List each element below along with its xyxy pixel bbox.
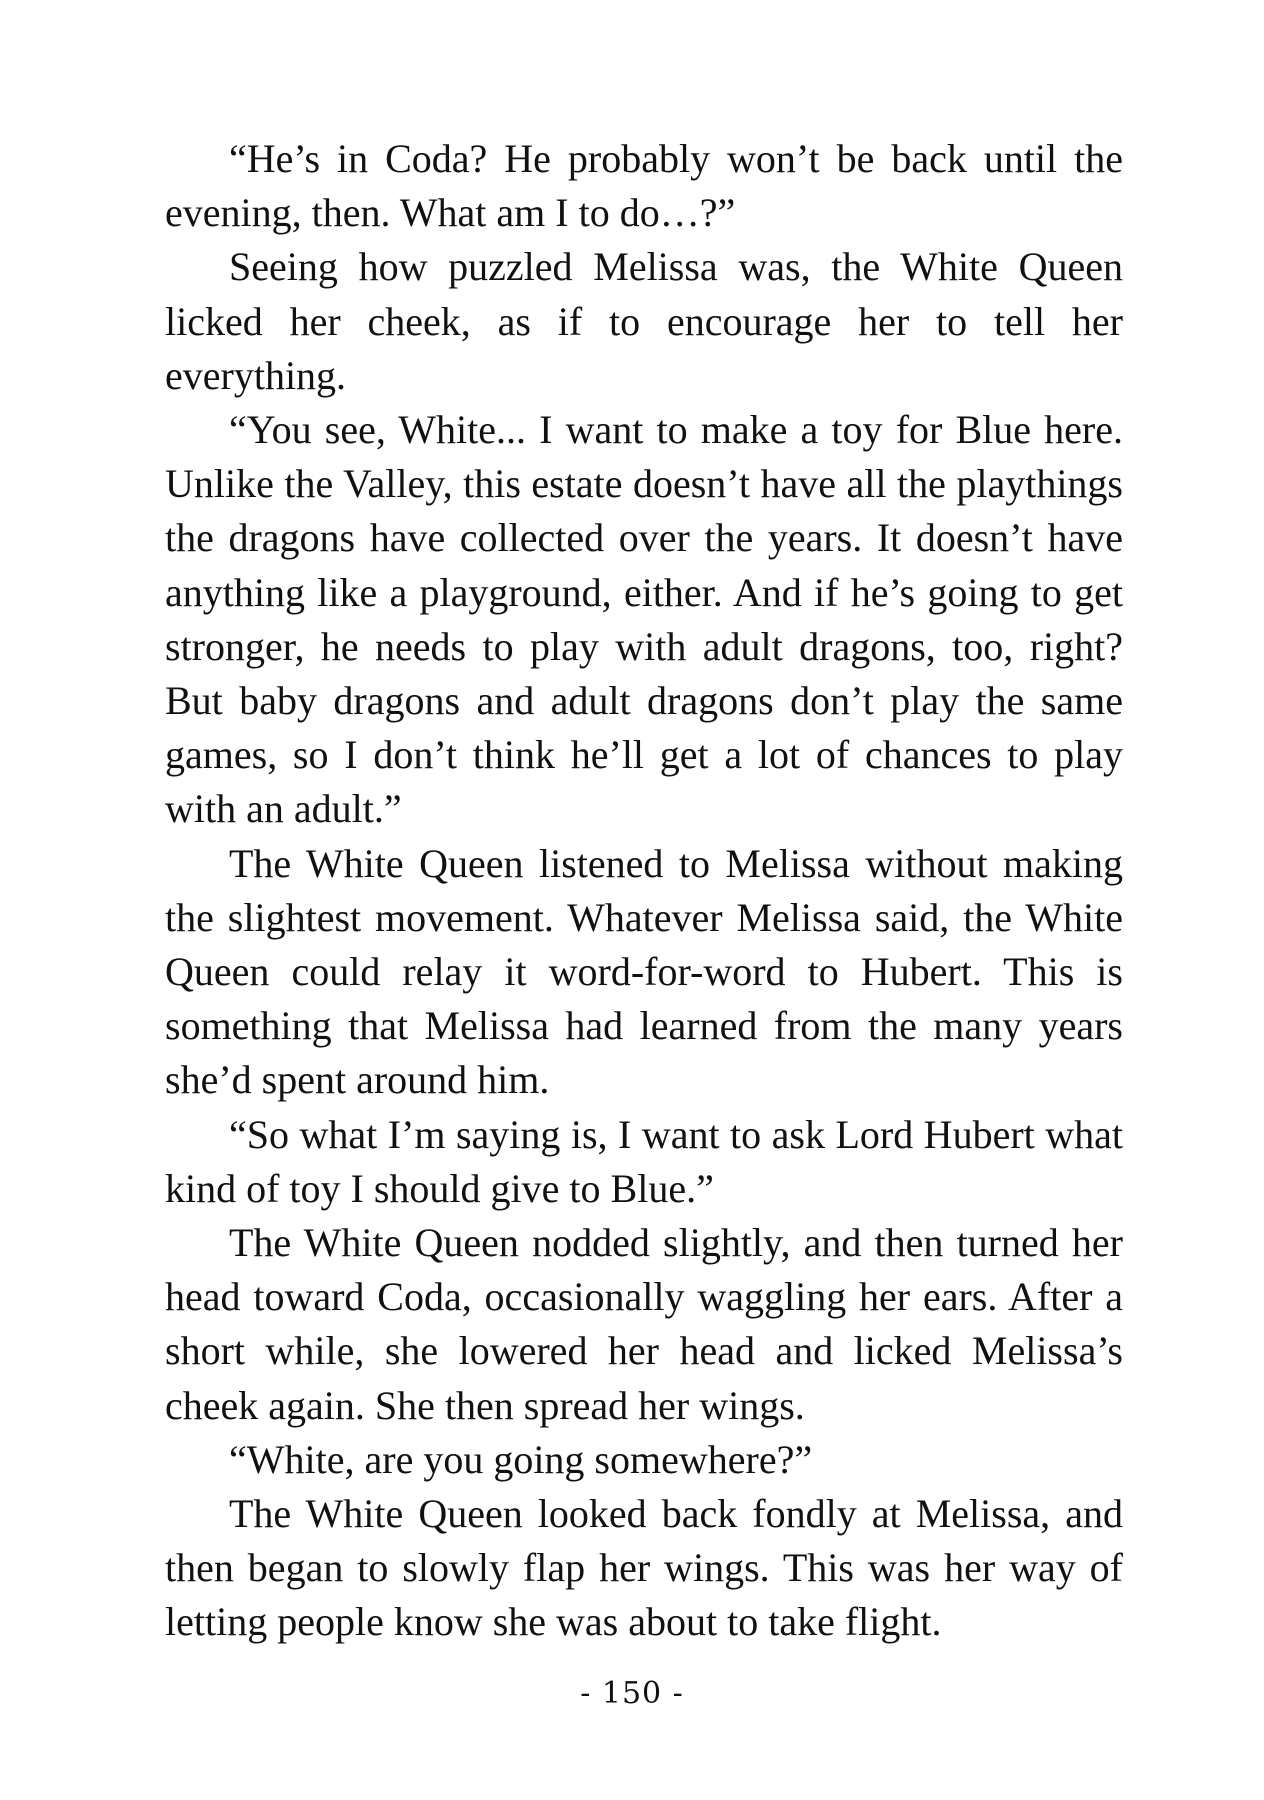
paragraph: The White Queen looked back fondly at Melissa, and then began to slowly flap her wings. This was her way of letting people know she was about to take flight. [165,1491,1123,1645]
paragraph: The White Queen nodded slightly, and then turned her head toward Coda, occasionally waggling her ears. After a short while, she lowered her head and licked Melissa’s cheek again. She then spread her wings. [165,1220,1123,1428]
paragraph: Seeing how puzzled Melissa was, the White Queen licked her cheek, as if to encourage her to tell her everything. [165,244,1123,398]
page-number: - 150 - [580,1676,684,1711]
paragraph: “He’s in Coda? He probably won’t be back until the evening, then. What am I to do…?” [165,136,1123,236]
body-text [165,132,1123,1650]
paragraph: “So what I’m saying is, I want to ask Lord Hubert what kind of toy I should give to Blue.” [165,1111,1123,1211]
paragraph: The White Queen listened to Melissa without making the slightest movement. Whatever Melissa said, the White Queen could relay it word-for-word to Hubert. This is something that Melissa had learned from the many years she’d spent around him. [165,840,1123,1103]
paragraph: “White, are you going somewhere?” [229,1436,813,1482]
paragraph: “You see, White... I want to make a toy for Blue here. Unlike the Valley, this estate doesn’t have all the playthings the dragons have collected over the years. It doesn’t have anything like a playground, either. And if he’s going to get stronger, he needs to play with adult dragons, too, right? But baby dragons and adult dragons don’t play the same games, so I don’t think he’ll get a lot of chances to play with an adult.” [165,407,1123,832]
